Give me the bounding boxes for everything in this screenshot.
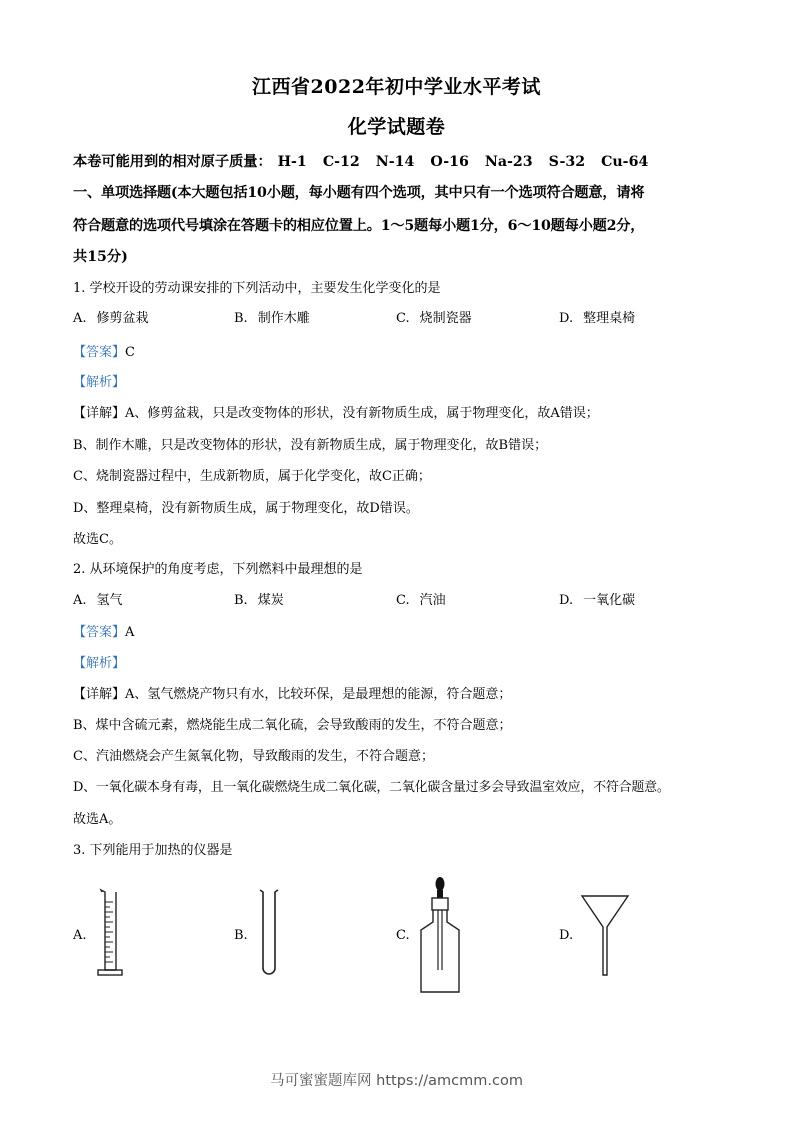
funnel-icon — [580, 893, 630, 977]
atomic-mass-item: H-1 — [277, 154, 307, 170]
answer-value: A — [125, 625, 135, 640]
test-tube-icon — [256, 886, 282, 980]
q3-option-a-label: A. — [73, 928, 87, 943]
atomic-masses-line — [73, 151, 733, 171]
footer-watermark: 马可蜜蜜题库网 https://amcmm.com — [270, 1073, 523, 1089]
atomic-mass-item: C-12 — [322, 154, 360, 170]
q2-option-c: C. 汽油 — [396, 593, 446, 608]
atomic-masses-label: 本卷可能用到的相对原子质量： — [73, 154, 272, 170]
q2-option-b: B. 煤炭 — [234, 593, 284, 608]
q1-detail-4: D、整理桌椅，没有新物质生成，属于物理变化，故D错误。 — [73, 501, 419, 516]
q2-option-d: D. 一氧化碳 — [559, 593, 636, 608]
q2-detail-4: D、一氧化碳本身有毒，且一氧化碳燃烧生成二氧化碳，二氧化碳含量过多会导致温室效应，不符合题意。 — [73, 780, 670, 795]
detail-tag: 【详解】 — [73, 687, 126, 702]
q3-option-b-label: B. — [234, 928, 248, 943]
question-3-stem: 3. 下列能用于加热的仪器是 — [73, 843, 233, 858]
q2-option-a: A. 氢气 — [73, 593, 123, 608]
section-instructions-line-2: 符合题意的选项代号填涂在答题卡的相应位置上。1～5题每小题1分，6～10题每小题2分， — [73, 218, 645, 234]
q2-answer — [73, 621, 733, 640]
q2-detail-3: C、汽油燃烧会产生氮氧化物，导致酸雨的发生，不符合题意； — [73, 749, 434, 764]
atomic-mass-item: Na-23 — [484, 154, 533, 170]
exam-title: 江西省2022年初中学业水平考试 — [252, 76, 541, 98]
q1-option-a: A. 修剪盆栽 — [73, 311, 149, 326]
detail-tag: 【详解】 — [73, 406, 126, 421]
q3-option-c-label: C. — [396, 928, 410, 943]
atomic-mass-item: O-16 — [430, 154, 469, 170]
answer-value: C — [125, 345, 135, 360]
section-instructions-line-1: 一、单项选择题(本大题包括10小题，每小题有四个选项，其中只有一个选项符合题意，请将 — [73, 185, 645, 201]
q2-detail-1: 【详解】A、氢气燃烧产物只有水，比较环保，是最理想的能源，符合题意； — [73, 687, 512, 702]
q1-option-d: D. 整理桌椅 — [559, 311, 636, 326]
q1-option-c: C. 烧制瓷器 — [396, 311, 472, 326]
q1-detail-1: 【详解】A、修剪盆栽，只是改变物体的形状，没有新物质生成，属于物理变化，故A错误； — [73, 406, 599, 421]
q1-option-b: B. 制作木雕 — [234, 311, 310, 326]
q1-analysis-tag: 【解析】 — [73, 375, 126, 390]
atomic-mass-item: N-14 — [375, 154, 415, 170]
answer-tag: 【答案】 — [73, 345, 126, 360]
q2-analysis-tag: 【解析】 — [73, 656, 126, 671]
atomic-mass-item: S-32 — [548, 154, 586, 170]
q3-option-d-label: D. — [559, 928, 574, 943]
q1-detail-3: C、烧制瓷器过程中，生成新物质，属于化学变化，故C正确； — [73, 469, 431, 484]
q1-conclusion: 故选C。 — [73, 532, 122, 547]
q2-detail-2: B、煤中含硫元素，燃烧能生成二氧化硫，会导致酸雨的发生，不符合题意； — [73, 718, 512, 733]
atomic-mass-item: Cu-64 — [601, 154, 649, 170]
section-instructions-line-3: 共15分) — [73, 249, 128, 265]
question-2-stem: 2. 从环境保护的角度考虑，下列燃料中最理想的是 — [73, 562, 363, 577]
q1-detail-2: B、制作木雕，只是改变物体的形状，没有新物质生成，属于物理变化，故B错误； — [73, 438, 548, 453]
dropper-bottle-icon — [414, 874, 466, 996]
exam-subtitle: 化学试题卷 — [347, 116, 446, 138]
question-1-stem: 1. 学校开设的劳动课安排的下列活动中，主要发生化学变化的是 — [73, 281, 441, 296]
answer-tag: 【答案】 — [73, 625, 126, 640]
graduated-cylinder-icon — [92, 888, 132, 982]
q1-answer — [73, 341, 733, 360]
q2-conclusion: 故选A。 — [73, 812, 122, 827]
